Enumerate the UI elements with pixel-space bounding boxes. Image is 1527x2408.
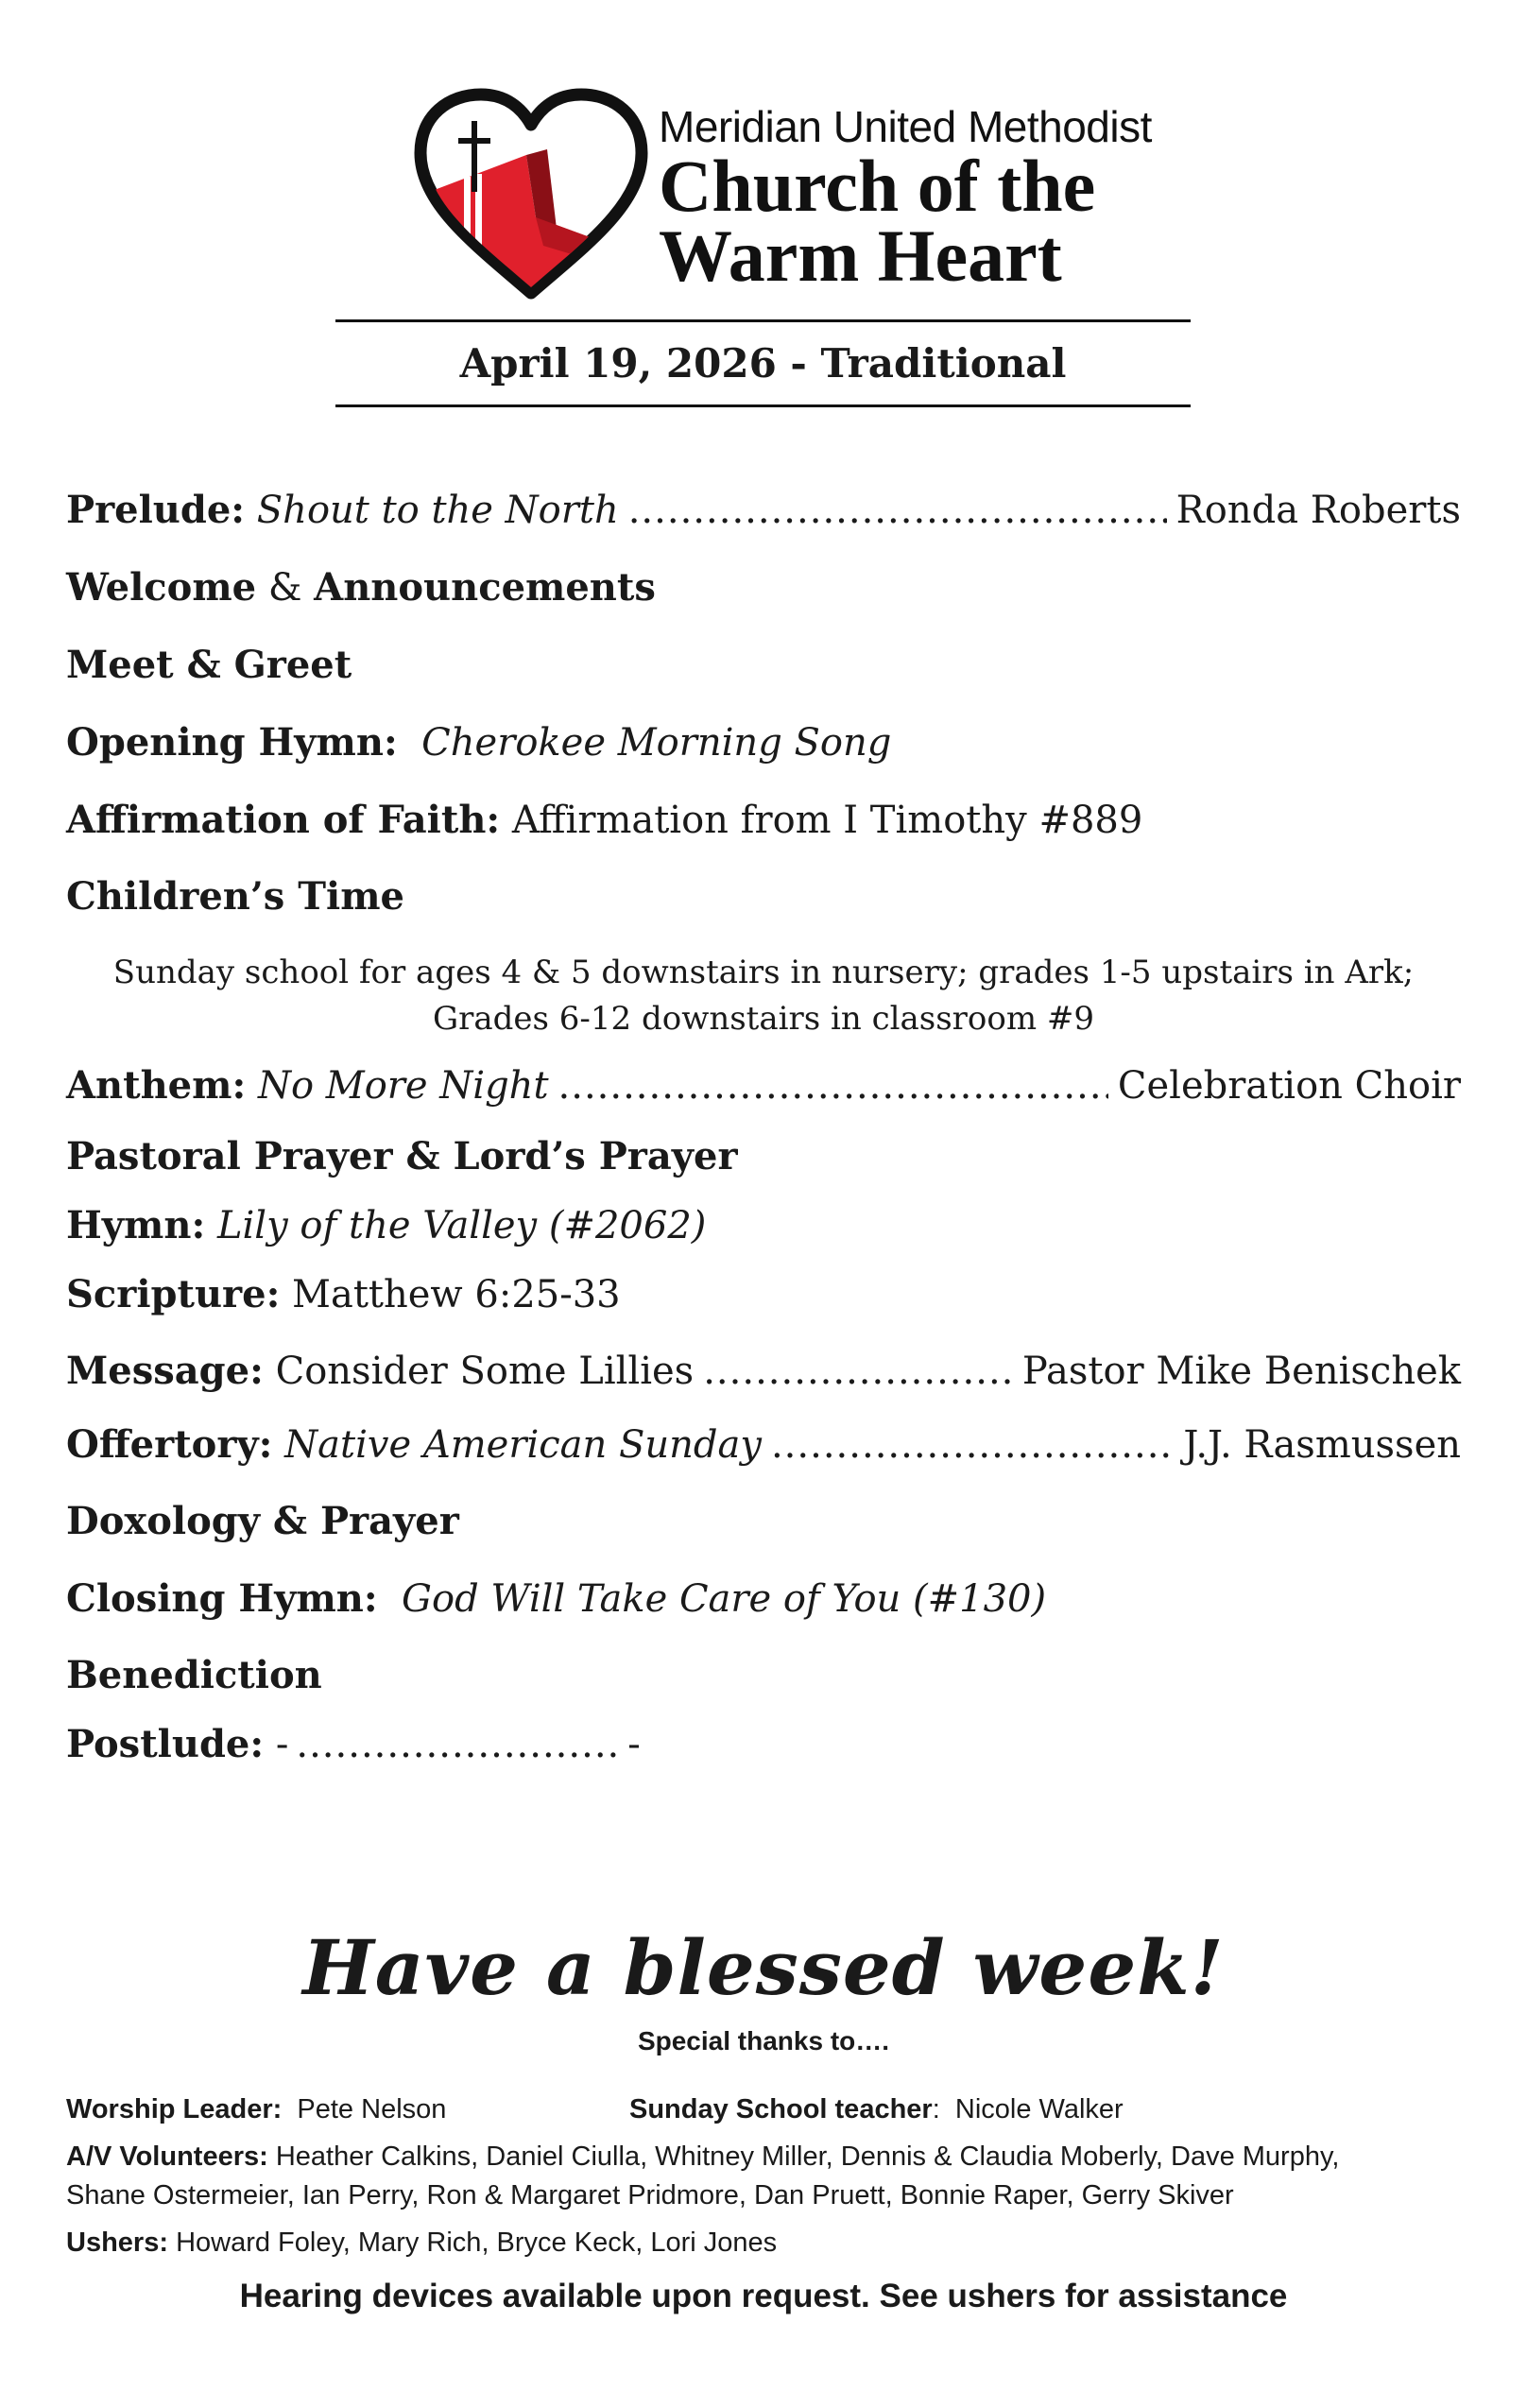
childrens-time-label: Children’s Time (66, 874, 404, 919)
message-title: Consider Some Lillies (275, 1350, 695, 1393)
brand-name-line1: Church of the (659, 145, 1096, 227)
closing-hymn-label: Closing Hymn: (66, 1576, 378, 1621)
offertory-title: Native American Sunday (284, 1423, 762, 1467)
postlude-label: Postlude: (66, 1722, 265, 1766)
hearing-devices-note: Hearing devices available upon request. See ushers for assistance (239, 2278, 1288, 2314)
av-volunteers-line2: Shane Ostermeier, Ian Perry, Ron & Margaret Pridmore, Dan Pruett, Bonnie Raper, Gerry Skiver (66, 2180, 1234, 2210)
hymn-row (66, 1199, 1461, 1252)
welcome-amp: & (267, 566, 302, 610)
worship-leader-credit (66, 2090, 446, 2128)
meet-greet-label: Meet & Greet (66, 643, 352, 687)
postlude-dash: - (627, 1723, 641, 1766)
prelude-person: Ronda Roberts (1175, 489, 1461, 532)
av-volunteers-label: A/V Volunteers: (66, 2141, 268, 2172)
meet-greet-row (66, 639, 1461, 692)
ushers-label: Ushers: (66, 2227, 168, 2258)
worship-leader-name: Pete Nelson (297, 2094, 447, 2124)
opening-hymn-row (66, 716, 1461, 769)
anthem-person: Celebration Choir (1117, 1064, 1461, 1108)
postlude-dash: - (275, 1723, 289, 1766)
brand-subtitle: Meridian United Methodist (659, 102, 1152, 151)
closing-hymn-title: God Will Take Care of You (#130) (402, 1577, 1047, 1621)
postlude-dots: ......................... (296, 1723, 621, 1766)
hymn-title: Lily of the Valley (#2062) (216, 1204, 707, 1247)
sunday-school-teacher-colon: : (932, 2094, 940, 2124)
affirmation-row (66, 794, 1461, 847)
prelude-row (66, 484, 1461, 537)
sunday-school-teacher-name: Nicole Walker (954, 2094, 1124, 2124)
church-name-block (659, 102, 1188, 297)
prelude-label: Prelude: (66, 488, 246, 532)
av-volunteers-credit (66, 2138, 1339, 2176)
pastoral-prayer-label: Pastoral Prayer & Lord’s Prayer (66, 1134, 738, 1178)
sunday-school-note-line1: Sunday school for ages 4 & 5 downstairs in nursery; grades 1-5 upstairs in Ark; (112, 954, 1415, 991)
closing-hymn-row (66, 1573, 1461, 1625)
sunday-school-teacher-label: Sunday School teacher (629, 2094, 933, 2124)
thanks-heading: Special thanks to…. (637, 2026, 890, 2055)
ushers-names: Howard Foley, Mary Rich, Bryce Keck, Lori Jones (176, 2227, 778, 2258)
av-volunteers-line1: Heather Calkins, Daniel Ciulla, Whitney Miller, Dennis & Claudia Moberly, Dave Murphy, (275, 2141, 1340, 2172)
leader-dots (771, 1419, 1174, 1471)
doxology-row (66, 1495, 1461, 1548)
pastoral-prayer-row (66, 1130, 1461, 1183)
benediction-row (66, 1649, 1461, 1702)
opening-hymn-title: Cherokee Morning Song (421, 721, 892, 765)
hymn-label: Hymn: (66, 1203, 206, 1247)
scripture-label: Scripture: (66, 1272, 281, 1316)
offertory-label: Offertory: (66, 1422, 273, 1467)
scripture-row (66, 1268, 1461, 1321)
offertory-row (66, 1419, 1461, 1471)
service-date: April 19, 2026 - Traditional (459, 340, 1067, 387)
brand-name-line2: Warm Heart (659, 215, 1062, 297)
message-person: Pastor Mike Benischek (1021, 1350, 1461, 1393)
welcome-label: Welcome (66, 565, 257, 610)
scripture-text: Matthew 6:25-33 (292, 1273, 621, 1316)
message-row (66, 1345, 1461, 1398)
prelude-title: Shout to the North (256, 489, 619, 532)
leader-dots (558, 1059, 1108, 1112)
heart-cross-logo-icon (413, 87, 649, 304)
affirmation-label: Affirmation of Faith: (66, 798, 501, 842)
postlude-row (66, 1718, 1461, 1771)
ushers-credit (66, 2224, 777, 2262)
blessing-text: Have a blessed week! (302, 1923, 1225, 2012)
offertory-person: J.J. Rasmussen (1183, 1423, 1461, 1467)
leader-dots (628, 484, 1167, 537)
sunday-school-teacher-credit (629, 2090, 1124, 2128)
header-rule-top (335, 319, 1191, 322)
welcome-row (66, 561, 1461, 614)
anthem-title: No More Night (257, 1064, 549, 1108)
leader-dots (703, 1345, 1013, 1398)
sunday-school-note-line2: Grades 6-12 downstairs in classroom #9 (432, 1000, 1095, 1038)
childrens-time-row (66, 870, 1461, 923)
header-rule-bottom (335, 404, 1191, 407)
message-label: Message: (66, 1349, 264, 1393)
opening-hymn-label: Opening Hymn: (66, 720, 398, 765)
anthem-label: Anthem: (66, 1063, 247, 1108)
benediction-label: Benediction (66, 1653, 322, 1697)
affirmation-text: Affirmation from I Timothy #889 (511, 799, 1143, 842)
worship-leader-label: Worship Leader: (66, 2094, 283, 2124)
doxology-label: Doxology & Prayer (66, 1499, 459, 1543)
announcements-label: Announcements (314, 565, 656, 610)
anthem-row (66, 1059, 1461, 1112)
